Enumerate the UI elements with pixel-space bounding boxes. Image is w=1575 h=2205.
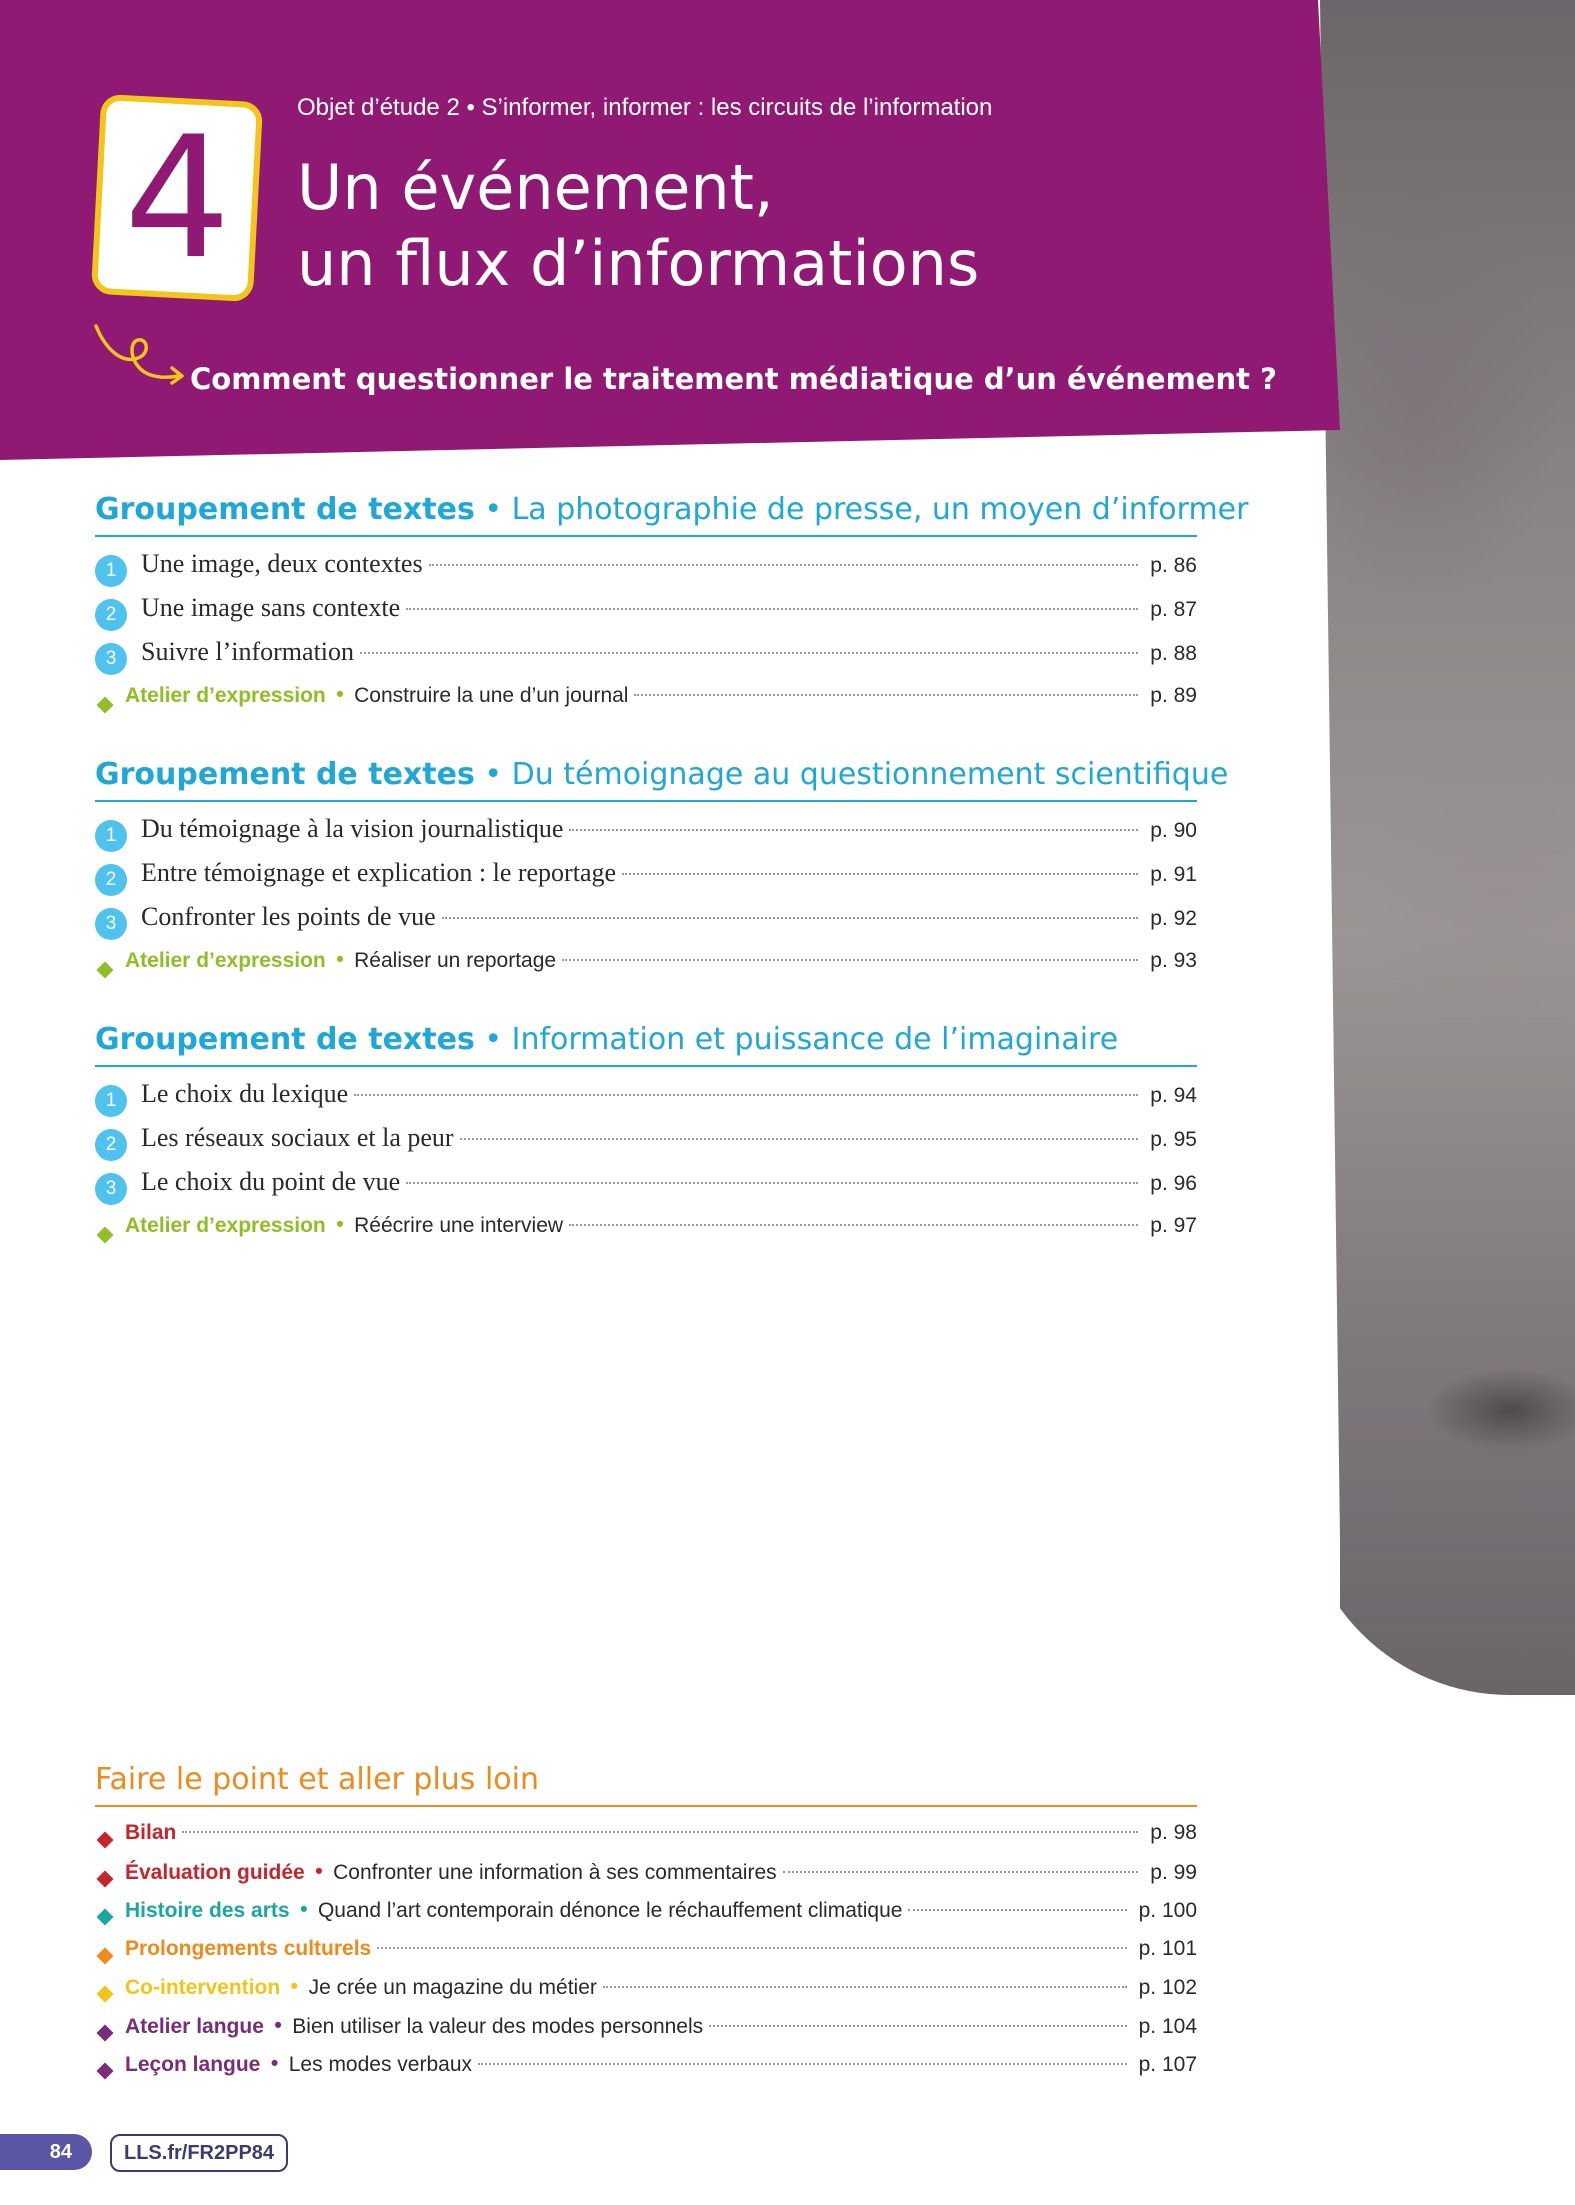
dot-leader <box>908 1909 1126 1911</box>
group-heading-label: Groupement de textes <box>95 492 475 527</box>
further-label: Évaluation guidée <box>125 1860 305 1884</box>
further-title: Bien utiliser la valeur des modes personnels <box>292 2014 704 2038</box>
further-label: Co-intervention <box>125 1976 281 1999</box>
toc-entry[interactable] <box>95 814 1197 858</box>
toc-entry[interactable] <box>95 858 1197 902</box>
entry-number-badge: 3 <box>95 1173 127 1205</box>
group-heading-label: Groupement de textes <box>95 1022 475 1057</box>
group-heading <box>95 757 1229 802</box>
dot-leader <box>442 917 1139 919</box>
entry-number-badge: 1 <box>95 820 127 852</box>
entry-number-badge: 3 <box>95 643 127 675</box>
dot-leader <box>603 1986 1127 1988</box>
further-entry-histoire-arts[interactable] <box>95 1898 1197 1937</box>
further-entry-atelier-langue[interactable] <box>95 2014 1197 2053</box>
further-page: p. 102 <box>1138 1976 1197 1999</box>
group-heading <box>95 1022 1197 1067</box>
entry-page: p. 86 <box>1150 554 1197 577</box>
further-label: Leçon langue <box>125 2053 261 2076</box>
further-entry-co-intervention[interactable] <box>95 1975 1197 2014</box>
entry-page: p. 95 <box>1150 1128 1197 1151</box>
group-heading-title: Information et puissance de l’imaginaire <box>511 1022 1119 1057</box>
further-page: p. 107 <box>1138 2053 1197 2076</box>
further-entry-bilan[interactable] <box>95 1821 1197 1860</box>
dot-leader <box>406 608 1138 610</box>
further-label: Bilan <box>125 1821 177 1844</box>
group-heading <box>95 492 1249 537</box>
workshop-label: Atelier d’expression <box>125 684 326 707</box>
further-section <box>95 1762 1197 2091</box>
workshop-entry[interactable] <box>95 683 1197 727</box>
entry-number-badge: 2 <box>95 599 127 631</box>
group-heading-label: Groupement de textes <box>95 757 475 792</box>
entry-title: Du témoignage à la vision journalistique <box>141 814 564 843</box>
text-group-1 <box>95 492 1249 727</box>
yellow-diamond-icon <box>97 1986 114 2003</box>
further-title: Quand l’art contemporain dénonce le réchauffement climatique <box>317 1899 903 1922</box>
dot-leader <box>354 1094 1138 1096</box>
text-group-2 <box>95 757 1229 992</box>
entry-title: Entre témoignage et explication : le reportage <box>141 858 617 887</box>
purple-diamond-icon <box>97 2063 114 2080</box>
workshop-entry[interactable] <box>95 1213 1197 1257</box>
further-label: Prolongements culturels <box>125 1936 372 1960</box>
swirl-arrow-icon <box>92 320 192 390</box>
dot-leader <box>406 1182 1138 1184</box>
entry-page: p. 87 <box>1150 598 1197 621</box>
chapter-title <box>297 150 979 302</box>
dot-leader <box>460 1138 1139 1140</box>
dot-leader <box>634 694 1138 696</box>
background-photo <box>1300 0 1575 1695</box>
further-sep: • <box>268 2052 281 2076</box>
further-sep: • <box>271 2013 285 2038</box>
entry-number-badge: 2 <box>95 1129 127 1161</box>
workshop-entry[interactable] <box>95 948 1197 992</box>
workshop-title: Réécrire une interview <box>354 1214 564 1237</box>
toc-entry[interactable] <box>95 1123 1197 1167</box>
workshop-sep: • <box>333 948 347 972</box>
group-heading-sep: • <box>474 492 512 527</box>
entry-page: p. 96 <box>1150 1172 1197 1195</box>
chapter-title-line-2: un flux d’informations <box>297 227 980 300</box>
further-page: p. 104 <box>1138 2014 1197 2038</box>
red-diamond-icon <box>97 1870 114 1887</box>
chapter-title-line-1: Un événement, <box>297 151 774 224</box>
further-sep: • <box>288 1975 301 1999</box>
entry-title: Une image, deux contextes <box>141 549 423 578</box>
entry-title: Le choix du lexique <box>141 1079 349 1108</box>
toc-entry[interactable] <box>95 637 1197 681</box>
chapter-number-box <box>91 94 263 302</box>
workshop-sep: • <box>333 1213 347 1237</box>
workshop-title: Construire la une d’un journal <box>354 684 629 707</box>
dot-leader <box>429 564 1139 566</box>
group-heading-sep: • <box>474 1022 512 1057</box>
lls-link[interactable]: LLS.fr/FR2PP84 <box>110 2134 288 2172</box>
chapter-number: 4 <box>123 99 231 296</box>
workshop-page: p. 93 <box>1150 949 1197 972</box>
page-number: 84 <box>0 2134 92 2170</box>
group-heading-title: Du témoignage au questionnement scientifique <box>511 757 1229 792</box>
entry-page: p. 92 <box>1150 907 1197 930</box>
dot-leader <box>182 1831 1138 1833</box>
workshop-label: Atelier d’expression <box>125 949 326 972</box>
further-sep: • <box>312 1859 326 1884</box>
toc-entry[interactable] <box>95 1079 1197 1123</box>
further-title: Je crée un magazine du métier <box>308 1976 597 1999</box>
dot-leader <box>360 652 1138 654</box>
purple-diamond-icon <box>97 2024 114 2041</box>
text-group-3 <box>95 1022 1197 1257</box>
dot-leader <box>562 959 1138 961</box>
further-sep: • <box>297 1898 310 1922</box>
workshop-label: Atelier d’expression <box>125 1214 326 1237</box>
chapter-question: Comment questionner le traitement médiatique d’un événement ? <box>190 362 1277 396</box>
workshop-page: p. 97 <box>1150 1214 1197 1237</box>
green-diamond-icon <box>97 962 114 979</box>
dot-leader <box>709 2025 1126 2027</box>
green-diamond-icon <box>97 1227 114 1244</box>
further-label: Histoire des arts <box>125 1899 290 1922</box>
teal-diamond-icon <box>97 1909 114 1926</box>
entry-title: Les réseaux sociaux et la peur <box>141 1123 454 1152</box>
dot-leader <box>478 2063 1127 2065</box>
entry-title: Une image sans contexte <box>141 593 401 622</box>
workshop-page: p. 89 <box>1150 684 1197 707</box>
dot-leader <box>622 873 1138 875</box>
further-entry-lecon-langue[interactable] <box>95 2052 1197 2091</box>
further-page: p. 100 <box>1138 1899 1197 1922</box>
dot-leader <box>569 1224 1138 1226</box>
toc-entry[interactable] <box>95 593 1197 637</box>
toc-entry[interactable] <box>95 902 1197 946</box>
entry-number-badge: 1 <box>95 1085 127 1117</box>
further-page: p. 101 <box>1138 1936 1197 1960</box>
further-label: Atelier langue <box>125 2014 264 2038</box>
entry-title: Le choix du point de vue <box>141 1167 401 1196</box>
further-entry-prolongements[interactable] <box>95 1937 1197 1976</box>
workshop-sep: • <box>333 683 347 707</box>
further-heading: Faire le point et aller plus loin <box>95 1762 1197 1807</box>
entry-page: p. 94 <box>1150 1084 1197 1107</box>
further-title: Confronter une information à ses commentaires <box>333 1860 777 1884</box>
further-entry-evaluation[interactable] <box>95 1860 1197 1899</box>
red-diamond-icon <box>97 1832 114 1849</box>
toc-entry[interactable] <box>95 549 1197 593</box>
further-page: p. 98 <box>1150 1821 1197 1844</box>
workshop-title: Réaliser un reportage <box>354 949 557 972</box>
group-heading-sep: • <box>474 757 512 792</box>
toc-entry[interactable] <box>95 1167 1197 1211</box>
entry-number-badge: 1 <box>95 555 127 587</box>
further-page: p. 99 <box>1150 1860 1197 1884</box>
entry-number-badge: 2 <box>95 864 127 896</box>
dot-leader <box>377 1947 1126 1949</box>
entry-title: Suivre l’information <box>141 637 355 666</box>
entry-title: Confronter les points de vue <box>141 902 436 931</box>
dot-leader <box>569 829 1138 831</box>
orange-diamond-icon <box>97 1947 114 1964</box>
entry-page: p. 90 <box>1150 819 1197 842</box>
group-heading-title: La photographie de presse, un moyen d’informer <box>511 492 1249 527</box>
entry-number-badge: 3 <box>95 908 127 940</box>
dot-leader <box>783 1871 1139 1873</box>
green-diamond-icon <box>97 697 114 714</box>
entry-page: p. 91 <box>1150 863 1197 886</box>
chapter-kicker: Objet d’étude 2 • S’informer, informer : les circuits de l’information <box>297 94 993 121</box>
entry-page: p. 88 <box>1150 642 1197 665</box>
further-title: Les modes verbaux <box>288 2053 473 2076</box>
